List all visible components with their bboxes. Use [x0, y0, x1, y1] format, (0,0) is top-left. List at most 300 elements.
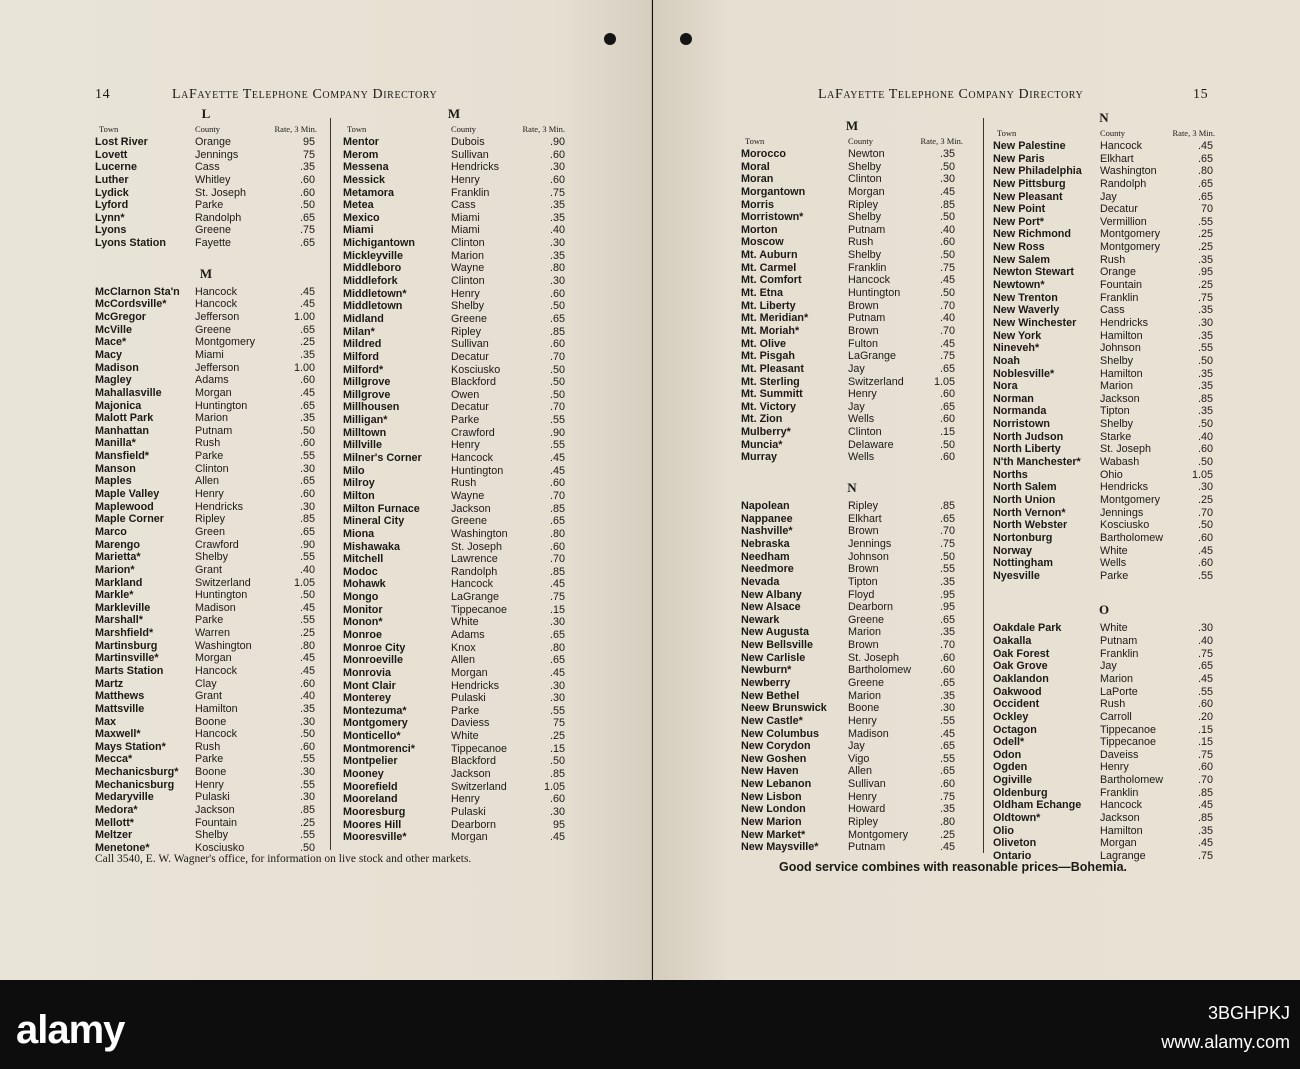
rate-value: .80: [939, 816, 955, 829]
rate-value: .30: [549, 616, 565, 629]
directory-row: [741, 148, 963, 161]
rate-value: .65: [549, 312, 565, 325]
town-name: Merom: [343, 148, 379, 161]
rate-value: .25: [299, 336, 315, 349]
directory-row: [95, 665, 317, 678]
town-name: Millgrove: [343, 388, 391, 401]
directory-row: [95, 199, 317, 212]
town-name: North Liberty: [993, 443, 1061, 456]
county-name: Parke: [1100, 569, 1129, 582]
county-name: Tippecanoe: [451, 742, 508, 755]
town-name: New London: [741, 803, 806, 816]
rate-value: .45: [549, 452, 565, 465]
county-name: Lagrange: [1100, 849, 1146, 862]
county-name: Morgan: [1100, 837, 1137, 850]
county-name: Hancock: [195, 285, 238, 298]
county-name: Bartholomew: [848, 664, 912, 677]
directory-row: [95, 450, 317, 463]
county-name: Dubois: [451, 136, 485, 148]
town-name: Medaryville: [95, 791, 154, 804]
county-name: Franklin: [1100, 786, 1139, 799]
directory-row: [993, 673, 1215, 686]
directory-row: [741, 363, 963, 376]
county-name: Brown: [848, 563, 879, 576]
rate-value: .65: [299, 399, 315, 412]
directory-row: [95, 817, 317, 830]
rate-value: .55: [1197, 342, 1213, 355]
county-name: St. Joseph: [848, 651, 900, 664]
town-name: Millgrove: [343, 376, 391, 389]
town-name: Maple Valley: [95, 488, 160, 501]
rate-value: .65: [939, 362, 955, 375]
right-page: [653, 0, 1300, 980]
town-name: Mulberry*: [741, 426, 791, 439]
directory-row: [741, 639, 963, 652]
directory-row: [95, 741, 317, 754]
county-name: Miami: [195, 348, 224, 361]
county-name: Switzerland: [451, 780, 507, 793]
town-name: New Salem: [993, 253, 1051, 266]
directory-column: [993, 110, 1215, 863]
stock-watermark: alamy: [16, 1008, 125, 1052]
town-name: Marietta*: [95, 551, 141, 564]
county-name: Owen: [451, 388, 480, 401]
rate-value: .50: [549, 300, 565, 313]
directory-row: [95, 564, 317, 577]
county-name: Madison: [195, 601, 236, 614]
column-heads: [343, 122, 565, 136]
county-name: Washington: [195, 639, 252, 652]
county-name: Hancock: [195, 298, 238, 311]
county-name: Putnam: [1100, 635, 1138, 648]
directory-row: [343, 199, 565, 212]
county-name: Putnam: [848, 312, 886, 325]
town-name: Newburn*: [741, 664, 792, 677]
town-name: Nyesville: [993, 569, 1040, 582]
town-name: Mt. Auburn: [741, 249, 798, 262]
directory-row: [343, 338, 565, 351]
rate-value: .65: [299, 525, 315, 538]
town-name: Oldham Echange: [993, 799, 1082, 812]
county-name: Tipton: [1100, 405, 1130, 418]
rate-value: .30: [549, 692, 565, 705]
rate-value: .60: [939, 413, 955, 426]
town-name: Nappanee: [741, 512, 793, 525]
directory-row: [343, 262, 565, 275]
directory-row: [95, 728, 317, 741]
rate-value: .60: [939, 651, 955, 664]
rate-value: .65: [939, 676, 955, 689]
directory-row: [95, 690, 317, 703]
town-name: New Pleasant: [993, 190, 1063, 203]
section-letter: L: [201, 106, 211, 121]
directory-row: [741, 376, 963, 389]
town-name: Mt. Olive: [741, 337, 786, 350]
head-town: Town: [347, 124, 367, 134]
rate-value: .50: [1197, 418, 1213, 431]
county-name: Allen: [848, 765, 873, 778]
directory-row: [993, 203, 1215, 216]
rate-value: .55: [299, 753, 315, 766]
rate-value: .50: [549, 388, 565, 401]
directory-row: [95, 753, 317, 766]
rate-value: .70: [1197, 774, 1213, 787]
directory-row: [741, 413, 963, 426]
town-name: Manson: [95, 462, 136, 475]
directory-row: [993, 342, 1215, 355]
directory-row: [95, 311, 317, 324]
directory-row: [95, 829, 317, 842]
county-name: Clinton: [195, 462, 229, 475]
directory-row: [741, 287, 963, 300]
town-name: New Albany: [741, 588, 802, 601]
rate-value: .15: [549, 603, 565, 616]
county-name: Switzerland: [848, 375, 904, 388]
county-name: Tippecanoe: [1100, 736, 1157, 749]
town-name: Mt. Pleasant: [741, 362, 804, 375]
directory-row: [741, 211, 963, 224]
rate-value: .60: [939, 778, 955, 791]
town-name: Norway: [993, 544, 1033, 557]
county-name: Tippecanoe: [451, 603, 508, 616]
county-name: Hendricks: [1100, 481, 1149, 494]
rate-value: .30: [299, 500, 315, 513]
county-name: Morgan: [451, 666, 488, 679]
county-name: Huntington: [848, 287, 901, 300]
county-name: Morgan: [451, 831, 488, 844]
rate-value: .60: [299, 488, 315, 501]
county-name: Rush: [195, 437, 221, 450]
town-name: Monon*: [343, 616, 383, 629]
town-name: New Lisbon: [741, 790, 802, 803]
directory-row: [95, 539, 317, 552]
county-name: Montgomery: [1100, 241, 1161, 254]
county-name: Jackson: [195, 804, 235, 817]
town-name: Malott Park: [95, 412, 154, 425]
rate-value: .75: [549, 591, 565, 604]
footer-ad: Good service combines with reasonable prices—Bohemia.: [779, 860, 1128, 874]
rate-value: .30: [1197, 481, 1213, 494]
directory-row: [343, 174, 565, 187]
rate-value: .80: [549, 641, 565, 654]
rate-value: 75: [302, 148, 315, 161]
rate-value: .35: [549, 199, 565, 212]
rate-value: .30: [299, 462, 315, 475]
rate-value: .60: [549, 338, 565, 351]
county-name: Franklin: [1100, 647, 1139, 660]
directory-row: [741, 426, 963, 439]
county-name: Wabash: [1100, 456, 1140, 469]
rate-value: .45: [939, 841, 955, 854]
directory-row: [993, 254, 1215, 267]
directory-row: [741, 173, 963, 186]
county-name: Wells: [848, 413, 875, 426]
town-name: Mt. Etna: [741, 287, 783, 300]
directory-row: [343, 680, 565, 693]
county-name: Shelby: [848, 160, 882, 173]
directory-row: [95, 589, 317, 602]
directory-row: [343, 401, 565, 414]
county-name: Brown: [848, 639, 879, 652]
directory-row: [343, 250, 565, 263]
rate-value: .60: [299, 173, 315, 186]
rate-value: .60: [1197, 698, 1213, 711]
directory-row: [993, 405, 1215, 418]
rate-value: .60: [549, 793, 565, 806]
town-name: New Augusta: [741, 626, 809, 639]
rate-value: .35: [939, 148, 955, 160]
rate-value: .60: [939, 451, 955, 464]
rate-value: .30: [549, 805, 565, 818]
directory-row: [741, 626, 963, 639]
town-name: Millville: [343, 439, 383, 452]
county-name: Greene: [195, 224, 232, 237]
rate-value: .25: [1197, 228, 1213, 241]
town-name: Mohawk: [343, 578, 386, 591]
rate-value: .35: [299, 702, 315, 715]
town-name: Matthews: [95, 690, 145, 703]
head-rate: Rate, 3 Min.: [522, 124, 565, 134]
rate-value: .70: [549, 401, 565, 414]
county-name: Hendricks: [195, 500, 244, 513]
rate-value: .55: [299, 829, 315, 842]
county-name: LaGrange: [451, 591, 500, 604]
directory-row: [993, 787, 1215, 800]
county-name: Putnam: [848, 841, 886, 854]
rate-value: .60: [299, 374, 315, 387]
directory-column: [95, 106, 317, 855]
rate-value: .30: [549, 679, 565, 692]
town-name: Millhousen: [343, 401, 400, 414]
directory-row: [343, 224, 565, 237]
county-name: Fountain: [1100, 279, 1143, 292]
town-name: Montgomery: [343, 717, 408, 730]
rate-value: .80: [549, 262, 565, 275]
rate-value: .75: [1197, 647, 1213, 660]
town-name: Nora: [993, 380, 1018, 393]
town-name: Mansfield*: [95, 450, 149, 463]
town-name: N'th Manchester*: [993, 456, 1081, 469]
rate-value: .85: [939, 500, 955, 513]
county-name: Jackson: [1100, 812, 1140, 825]
town-name: McGregor: [95, 311, 146, 324]
directory-row: [741, 803, 963, 816]
rate-value: .35: [299, 348, 315, 361]
rate-value: .65: [549, 628, 565, 641]
directory-row: [95, 374, 317, 387]
town-name: Mooney: [343, 768, 384, 781]
county-name: Allen: [195, 475, 220, 488]
rate-value: .85: [549, 502, 565, 515]
directory-row: [343, 604, 565, 617]
county-name: Grant: [195, 563, 223, 576]
county-name: Jay: [848, 740, 865, 753]
town-name: Newton Stewart: [993, 266, 1074, 279]
town-name: Oak Forest: [993, 647, 1050, 660]
town-name: Norths: [993, 468, 1028, 481]
town-name: Meltzer: [95, 829, 133, 842]
head-rate: Rate, 3 Min.: [1172, 128, 1215, 138]
county-name: St. Joseph: [195, 186, 247, 199]
town-name: McClarnon Sta'n: [95, 285, 180, 298]
rate-value: .65: [299, 323, 315, 336]
page-number: 14: [95, 87, 111, 102]
directory-row: [993, 557, 1215, 570]
county-name: Henry: [848, 714, 877, 727]
directory-row: [993, 532, 1215, 545]
directory-row: [993, 698, 1215, 711]
county-name: Allen: [451, 654, 476, 667]
rate-value: 70: [1200, 203, 1213, 216]
town-name: Mexico: [343, 211, 380, 224]
rate-value: .50: [939, 160, 955, 173]
directory-row: [343, 781, 565, 794]
town-name: Morton: [741, 223, 778, 236]
county-name: Fountain: [195, 816, 238, 829]
rate-value: .65: [549, 654, 565, 667]
directory-row: [993, 825, 1215, 838]
county-name: Clay: [195, 677, 217, 690]
county-name: Kosciusko: [195, 841, 245, 854]
town-name: New Market*: [741, 828, 806, 841]
town-name: Milo: [343, 464, 365, 477]
county-name: Ripley: [848, 816, 879, 829]
county-name: Hendricks: [451, 161, 500, 174]
county-name: Cass: [195, 161, 220, 174]
directory-row: [993, 443, 1215, 456]
rate-value: .95: [939, 588, 955, 601]
directory-row: [993, 368, 1215, 381]
town-name: Monticello*: [343, 730, 401, 743]
county-name: Brown: [848, 299, 879, 312]
county-name: Greene: [848, 613, 885, 626]
rate-value: .50: [299, 424, 315, 437]
county-name: Morgan: [195, 652, 232, 665]
directory-row: [343, 452, 565, 465]
town-name: Mooresville*: [343, 831, 407, 844]
county-name: Boone: [848, 702, 880, 715]
rate-value: .45: [1197, 672, 1213, 685]
rate-value: .30: [549, 275, 565, 288]
county-name: Tippecanoe: [1100, 723, 1157, 736]
county-name: Henry: [1100, 761, 1129, 774]
town-name: Napolean: [741, 500, 790, 513]
town-name: Oldtown*: [993, 812, 1041, 825]
county-name: Fayette: [195, 237, 232, 250]
county-name: Jay: [1100, 660, 1117, 673]
rate-value: .90: [549, 136, 565, 148]
directory-row: [993, 648, 1215, 661]
town-name: Monitor: [343, 603, 383, 616]
town-name: Manhattan: [95, 424, 149, 437]
county-name: Orange: [195, 136, 232, 148]
rate-value: .95: [939, 601, 955, 614]
town-name: Newberry: [741, 676, 791, 689]
directory-row: [993, 380, 1215, 393]
town-name: Marengo: [95, 538, 140, 551]
directory-row: [343, 642, 565, 655]
rate-value: .45: [549, 578, 565, 591]
directory-row: [95, 716, 317, 729]
directory-row: [741, 224, 963, 237]
county-name: Henry: [195, 778, 224, 791]
county-name: Huntington: [195, 589, 248, 602]
county-name: Washington: [451, 527, 508, 540]
directory-row: [993, 507, 1215, 520]
rate-value: .90: [299, 538, 315, 551]
town-name: New Philadelphia: [993, 165, 1082, 178]
town-name: Milligan*: [343, 414, 388, 427]
town-name: Marshfield*: [95, 627, 154, 640]
rate-value: .30: [299, 791, 315, 804]
town-name: Mahallasville: [95, 386, 162, 399]
county-name: Bartholomew: [1100, 531, 1164, 544]
town-name: Luther: [95, 173, 129, 186]
town-name: Normanda: [993, 405, 1047, 418]
county-name: Randolph: [451, 565, 498, 578]
rate-value: 1.05: [933, 375, 955, 388]
rate-value: .85: [939, 198, 955, 211]
rate-value: .35: [939, 626, 955, 639]
town-name: Montpelier: [343, 755, 398, 768]
rate-value: .65: [299, 211, 315, 224]
rate-value: .85: [299, 804, 315, 817]
county-name: Ripley: [848, 500, 879, 513]
rate-value: .75: [549, 186, 565, 199]
town-name: North Webster: [993, 519, 1068, 532]
rate-value: .55: [549, 439, 565, 452]
county-name: Rush: [451, 477, 477, 490]
county-name: Ripley: [451, 325, 482, 338]
town-name: New Waverly: [993, 304, 1060, 317]
head-town: Town: [745, 136, 765, 146]
county-name: Jennings: [1100, 506, 1144, 519]
directory-row: [343, 288, 565, 301]
county-name: Jackson: [1100, 392, 1140, 405]
directory-row: [993, 850, 1215, 863]
directory-row: [741, 740, 963, 753]
directory-row: [741, 274, 963, 287]
directory-row: [343, 427, 565, 440]
rate-value: .50: [939, 438, 955, 451]
rate-value: .65: [939, 512, 955, 525]
town-name: New Richmond: [993, 228, 1071, 241]
rate-value: 1.00: [293, 311, 315, 324]
header-title: LaFayette Telephone Company Directory: [172, 87, 438, 102]
town-name: Madison: [95, 361, 139, 374]
county-name: Hancock: [195, 664, 238, 677]
county-name: Henry: [848, 790, 877, 803]
town-name: Ogiville: [993, 774, 1033, 787]
county-name: Jefferson: [195, 361, 240, 374]
town-name: Montezuma*: [343, 704, 407, 717]
directory-row: [993, 355, 1215, 368]
town-name: Mace*: [95, 336, 127, 349]
county-name: Fulton: [848, 337, 879, 350]
rate-value: .45: [299, 386, 315, 399]
county-name: Wayne: [451, 262, 485, 275]
town-name: Mt. Liberty: [741, 299, 796, 312]
directory-row: [343, 275, 565, 288]
town-name: Norman: [993, 392, 1034, 405]
directory-row: [95, 212, 317, 225]
town-name: Moral: [741, 160, 770, 173]
directory-row: [95, 298, 317, 311]
county-name: Shelby: [848, 211, 882, 224]
head-county: County: [451, 124, 477, 134]
directory-row: [741, 186, 963, 199]
county-name: Blackford: [451, 376, 497, 389]
